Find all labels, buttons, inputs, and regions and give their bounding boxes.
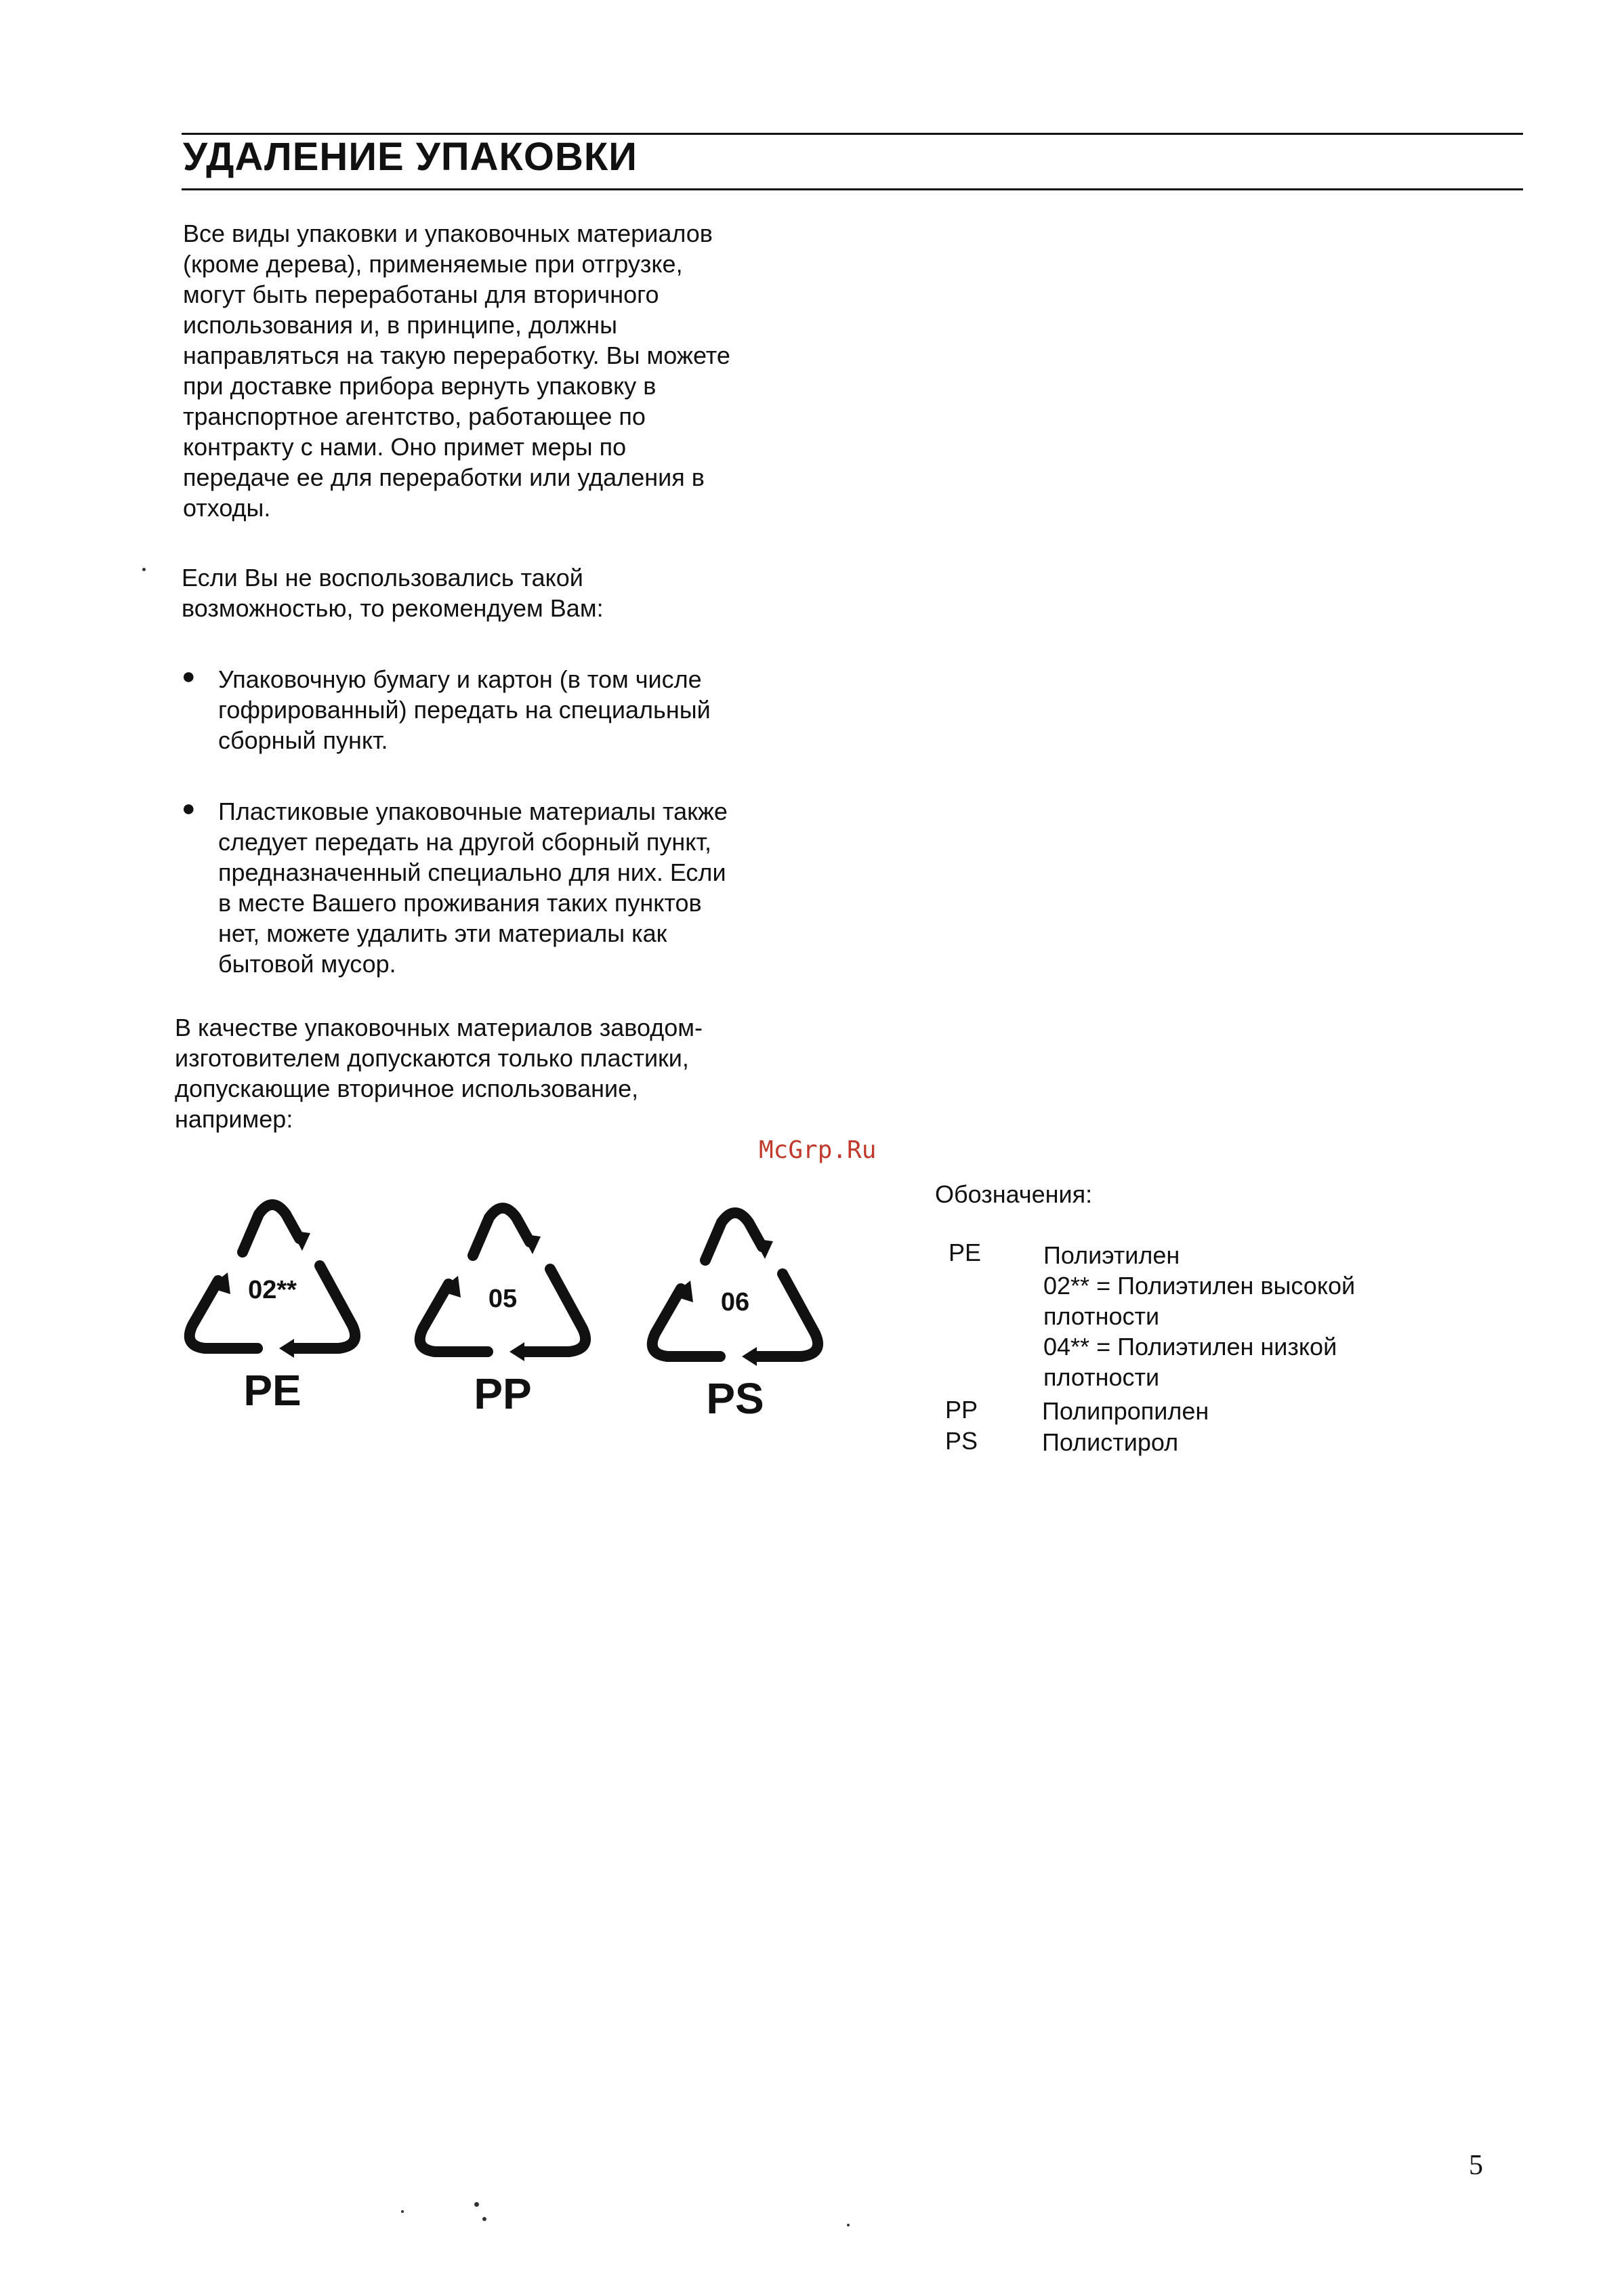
bullet-paper: Упаковочную бумагу и картон (в том числе гофрированный) передать на специальный сборный пункт. [218,665,711,754]
page-number: 5 [1469,2150,1483,2181]
recycle-symbol-ps [640,1194,830,1431]
recycle-symbol-pp [408,1189,598,1426]
legend-abbr-pe: PE [949,1239,982,1266]
recycle-triangle-icon [640,1194,830,1431]
title-underline [182,188,1523,190]
page-title: УДАЛЕНИЕ УПАКОВКИ [183,135,638,179]
scan-speck [847,2224,850,2226]
scan-speck [401,2210,404,2213]
legend-desc-ps: Полистирол [1042,1428,1179,1456]
scan-speck [474,2202,479,2207]
watermark: McGrp.Ru [759,1136,877,1164]
recycle-triangle-icon [408,1189,598,1426]
recycle-symbol-pe [178,1186,367,1423]
scan-speck [142,568,146,571]
materials-paragraph: В качестве упаковочных материалов заводом- изготовителем допускаются только пластики, допускающие вторичное использование, например: [175,1014,703,1133]
legend-desc-pe: Полиэтилен 02** = Полиэтилен высокой плотности 04** = Полиэтилен низкой плотности [1043,1241,1356,1391]
symbol-code: 06 [720,1288,750,1316]
recycle-triangle-icon [178,1186,367,1423]
advice-paragraph: Если Вы не воспользовались такой возможностью, то рекомендуем Вам: [182,564,604,622]
symbol-label: PE [243,1366,301,1415]
symbol-code: 05 [488,1285,518,1313]
bullet-dot-icon: ● [182,663,196,689]
legend-abbr-pp: PP [945,1396,978,1424]
symbol-label: PP [474,1369,532,1418]
legend-abbr-ps: PS [945,1427,978,1455]
bullet-plastic: Пластиковые упаковочные материалы также следует передать на другой сборный пункт, предназначенный специально для них. Если в месте Вашего проживания таких пунктов нет, можете удалить эти материалы как бытовой мусор. [218,797,728,978]
legend-desc-pp: Полипропилен [1042,1397,1209,1425]
scan-speck [482,2217,486,2221]
symbol-label: PS [706,1374,764,1423]
legend-title: Обозначения: [935,1180,1093,1208]
bullet-dot-icon: ● [182,795,196,821]
symbol-code: 02** [248,1276,297,1304]
intro-paragraph: Все виды упаковки и упаковочных материалов (кроме дерева), применяемые при отгрузке, могут быть переработаны для вторичного использования и, в принципе, должны направляться на такую переработку. Вы можете при доставке прибора вернуть упаковку в транспортное агентство, работающее по контракту с нами. Оно примет меры по передаче ее для переработки или удаления в отходы. [183,220,730,522]
